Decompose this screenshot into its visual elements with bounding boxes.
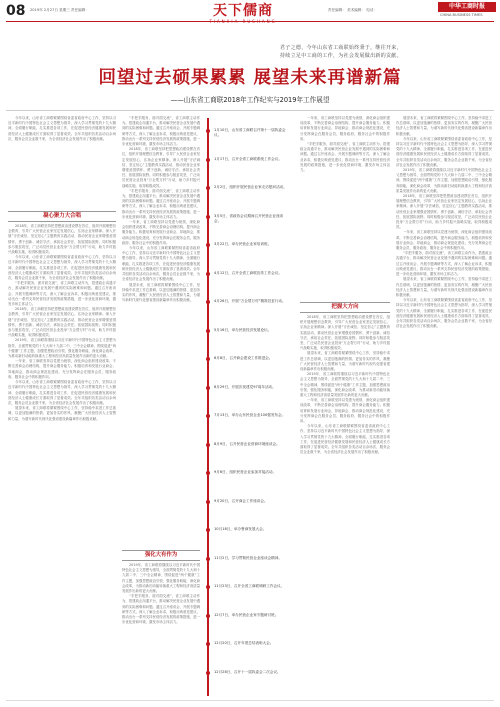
newspaper-logo-sub: CHINA BUSINESS TIMES bbox=[440, 13, 483, 17]
paragraph: “手把手服务，面对面交流”，省工商联主动作为，搭建政企沟通平台，推动解决民营企业发展中遇到的实际困难和问题。通过召开座谈会、开展专题调研等方式，深入了解企业诉求，积极反映意见建议，推动出台一系列支持民营经济发展的政策措施，进一步优化营商环境，激发市场主体活力。 bbox=[396, 251, 492, 277]
paragraph: “手把手服务，面对面交流”，省工商联主动作为，搭建政企沟通平台，推动解决民营企业发展中遇到的实际困难和问题。通过召开座谈会、开展专题调研等方式，深入了解企业诉求，积极反映意见建议，推动出台一系列支持民营经济发展的政策措施，进一步优化营商环境，激发市场主体活力。 bbox=[122, 116, 200, 147]
timeline-entry: 11月2日，学习贯彻民营企业座谈会精神。 bbox=[214, 555, 282, 560]
section-title-middle: 强化大有作为 bbox=[122, 550, 200, 561]
masthead-title: 天下儒商 bbox=[213, 3, 273, 19]
timeline-entry: 10月18日，举办鲁商发展大会。 bbox=[214, 527, 267, 531]
paragraph: 今年以来，山东省工商联紧紧围绕省委省政府中心工作，坚持以习近平新时代中国特色社会主义思想为指导，深入学习贯彻党的十九大精神，全面履行职能，扎实推进各项工作，在促进民营经济健康发展和民营经济人士健康成长方面取得了显著成效。全年共组织各类活动百余场次，服务会员企业数千家，为全省经济社会发展作出了积极贡献。 bbox=[8, 380, 116, 405]
paragraph: 今年以来，山东省工商联紧紧围绕省委省政府中心工作，坚持以习近平新时代中国特色社会主义思想为指导，深入学习贯彻党的十九大精神，全面履行职能，扎实推进各项工作，在促进民营经济健康发展和民营经济人士健康成长方面取得了显著成效。全年共组织各类活动百余场次，服务会员企业数千家，为全省经济社会发展作出了积极贡献。 bbox=[396, 136, 492, 167]
timeline-dot bbox=[206, 158, 210, 162]
timeline-entry: 12月7日，举办民营企业家专题研讨班。 bbox=[214, 612, 279, 617]
paragraph: 2019年，省工商联将继续以习近平新时代中国特色社会主义思想为指导，全面贯彻党的十九大和十九届二中、三中全会精神，围绕促进“两个健康”工作主题，加强思想政治引领，强化服务职能，深化商会改革，为推动新旧动能转换重大工程和经济高质量发展作出新的更大贡献。 bbox=[396, 168, 492, 193]
article-middle-bottom bbox=[122, 563, 200, 693]
timeline-dot bbox=[206, 243, 210, 247]
article-left-column bbox=[8, 224, 116, 694]
quote-line: 君子之德，今年山东省工商联始终秉于，继往开来， bbox=[280, 45, 402, 51]
paragraph: 一年来，省工商联坚持以党建为统领，深化商会组织建设改革，不断完善商会治理结构，提升商会服务能力。积极培育和发展行业商会、异地商会，推动商会规范化建设，充分发挥商会在服务会员、服务政府、服务社会中的积极作用。 bbox=[8, 359, 116, 379]
timeline-dot bbox=[206, 528, 210, 532]
page-number: 08 bbox=[6, 3, 26, 19]
headline-divider bbox=[6, 110, 494, 111]
timeline-dot bbox=[206, 272, 210, 276]
paragraph: 展望未来，省工商联将紧紧围绕中心工作，坚持稳中求进工作总基调，以更加饱满的热情、更加务实的作风，凝聚广大民营经济人士智慧和力量，为谱写新时代现代化强省建设新篇章作出积极贡献。 bbox=[8, 406, 116, 421]
timeline-entry: 1月10日，山东省工商联召开第十一届执委会议。 bbox=[214, 128, 286, 138]
section-title-left: 凝心聚力大合唱 bbox=[8, 211, 116, 222]
timeline-dot bbox=[206, 329, 210, 333]
newspaper-logo: 中华工商时报 bbox=[438, 2, 496, 12]
paragraph: 一年来，省工商联坚持以党建为统领，深化商会组织建设改革，不断完善商会治理结构，提升商会服务能力。积极培育和发展行业商会、异地商会，推动商会规范化建设，充分发挥商会在服务会员、服务政府、服务社会中的积极作用。 bbox=[122, 220, 200, 245]
paragraph: 一年来，省工商联坚持以党建为统领，深化商会组织建设改革，不断完善商会治理结构，提升商会服务能力。积极培育和发展行业商会、异地商会，推动商会规范化建设，充分发挥商会在服务会员、服务政府、服务社会中的积极作用。 bbox=[300, 398, 390, 424]
timeline-entry: 12月28日，召开十一届执委会二次会议。 bbox=[214, 669, 281, 674]
timeline-dot bbox=[206, 471, 210, 475]
paragraph: 今年以来，山东省工商联紧紧围绕省委省政府中心工作，坚持以习近平新时代中国特色社会主义思想为指导，深入学习贯彻党的十九大精神，全面履行职能，扎实推进各项工作，在促进民营经济健康发展和民营经济人士健康成长方面取得了显著成效。全年共组织各类活动百余场次，服务会员企业数千家，为全省经济社会发展作出了积极贡献。 bbox=[396, 298, 492, 329]
timeline-entry: 12月20日，召开年度总结表彰大会。 bbox=[214, 641, 274, 645]
timeline-dot bbox=[206, 500, 210, 504]
footer-divider bbox=[6, 700, 494, 701]
timeline-dot bbox=[206, 671, 210, 675]
intro-quote bbox=[280, 44, 490, 60]
article-right-bottom bbox=[300, 315, 390, 694]
paragraph: 展望未来，省工商联将紧紧围绕中心工作，坚持稳中求进工作总基调，以更加饱满的热情、更加务实的作风，凝聚广大民营经济人士智慧和力量，为谱写新时代现代化强省建设新篇章作出积极贡献。 bbox=[396, 116, 492, 136]
timeline-dot bbox=[206, 357, 210, 361]
paragraph: “手把手服务，面对面交流”，省工商联主动作为，搭建政企沟通平台，推动解决民营企业发展中遇到的实际困难和问题。通过召开座谈会、开展专题调研等方式，深入了解企业诉求，积极反映意见建议，推动出台一系列支持民营经济发展的政策措施，进一步优化营商环境，激发市场主体活力。 bbox=[300, 142, 390, 173]
article-intro bbox=[8, 116, 116, 208]
article-far-right bbox=[396, 116, 492, 694]
quote-line: 持续立足中工商的工作，为社会发展做出新的贡献。 bbox=[280, 53, 402, 59]
paragraph: 展望未来，省工商联将紧紧围绕中心工作，坚持稳中求进工作总基调，以更加饱满的热情、更加务实的作风，凝聚广大民营经济人士智慧和力量，为谱写新时代现代化强省建设新篇章作出积极贡献。 bbox=[122, 282, 200, 303]
timeline-dot bbox=[206, 585, 210, 589]
paragraph: 今年以来，山东省工商联紧紧围绕省委省政府中心工作，坚持以习近平新时代中国特色社会主义思想为指导，深入学习贯彻党的十九大精神，全面履行职能，扎实推进各项工作，在促进民营经济健康发展和民营经济人士健康成长方面取得了显著成效。全年共组织各类活动百余场次，服务会员企业数千家，为全省经济社会发展作出了积极贡献。 bbox=[8, 116, 116, 141]
paragraph: 2019年，省工商联将继续以习近平新时代中国特色社会主义思想为指导，全面贯彻党的十九大和十九届二中、三中全会精神，围绕促进“两个健康”工作主题，加强思想政治引领，强化服务职能，深化商会改革，为推动新旧动能转换重大工程和经济高质量发展作出新的更大贡献。 bbox=[300, 372, 390, 398]
timeline-dot bbox=[206, 557, 210, 561]
paragraph: “手把手服务，面对面交流”，省工商联主动作为，搭建政企沟通平台，推动解决民营企业发展中遇到的实际困难和问题。通过召开座谈会、开展专题调研等方式，深入了解企业诉求，积极反映意见建议，推动出台一系列支持民营经济发展的政策措施，进一步优化营商环境，激发市场主体活力。 bbox=[8, 281, 116, 307]
paragraph: 2018年，省工商联坚持把思想政治建设摆在首位，组织开展理想信念教育，引导广大民营企业家坚定发展信心，弘扬企业家精神。深入开展“守法诚信、坚定信心”主题教育实践活动，推动民营企业家增强爱国情怀、勇于创新、诚信守法、承担社会责任、拓展国际视野。同时积极参与脱贫攻坚，广泛动员民营企业投身“万企帮万村”行动，助力乡村振兴战略实施，取得积极成效。 bbox=[396, 194, 492, 230]
timeline-entry: 5月16日，举办民营经济发展论坛。 bbox=[214, 327, 272, 332]
timeline-dot bbox=[206, 642, 210, 646]
timeline-entry: 6月29日，开展庆祝建党97周年活动。 bbox=[214, 384, 276, 389]
paragraph: 2018年，省工商联坚持把思想政治建设摆在首位，组织开展理想信念教育，引导广大民营企业家坚定发展信心，弘扬企业家精神。深入开展“守法诚信、坚定信心”主题教育实践活动，推动民营企业家增强爱国情怀、勇于创新、诚信守法、承担社会责任、拓展国际视野。同时积极参与脱贫攻坚，广泛动员民营企业投身“万企帮万村”行动，助力乡村振兴战略实施，取得积极成效。 bbox=[8, 307, 116, 338]
article-middle-column bbox=[122, 116, 200, 546]
paragraph: 一年来，省工商联坚持以党建为统领，深化商会组织建设改革，不断完善商会治理结构，提升商会服务能力。积极培育和发展行业商会、异地商会，推动商会规范化建设，充分发挥商会在服务会员、服务政府、服务社会中的积极作用。 bbox=[300, 116, 390, 141]
timeline-dot bbox=[206, 186, 210, 190]
timeline-dot bbox=[206, 443, 210, 447]
timeline-entry: 9月6日，组织民营企业参加对接活动。 bbox=[214, 470, 277, 474]
header-divider bbox=[6, 21, 494, 22]
paragraph: 一年来，省工商联坚持以党建为统领，深化商会组织建设改革，不断完善商会治理结构，提升商会服务能力。积极培育和发展行业商会、异地商会，推动商会规范化建设，充分发挥商会在服务会员、服务政府、服务社会中的积极作用。 bbox=[396, 230, 492, 251]
timeline-dot bbox=[206, 414, 210, 418]
timeline-entry: 4月12日，召开全省工商联宣传工作会议。 bbox=[214, 270, 282, 275]
paragraph: 2019年，省工商联将继续以习近平新时代中国特色社会主义思想为指导，全面贯彻党的十九大和十九届二中、三中全会精神，围绕促进“两个健康”工作主题，加强思想政治引领，强化服务职能，深化商会改革，为推动新旧动能转换重大工程和经济高质量发展作出新的更大贡献。 bbox=[122, 563, 200, 594]
timeline-entry: 1月17日，召开全省工商联系统工作会议。 bbox=[214, 156, 282, 161]
paragraph: 今年以来，山东省工商联紧紧围绕省委省政府中心工作，坚持以习近平新时代中国特色社会主义思想为指导，深入学习贯彻党的十九大精神，全面履行职能，扎实推进各项工作，在促进民营经济健康发展和民营经济人士健康成长方面取得了显著成效。全年共组织各类活动百余场次，服务会员企业数千家，为全省经济社会发展作出了积极贡献。 bbox=[122, 246, 200, 282]
article-right-top bbox=[300, 116, 390, 236]
timeline-dot bbox=[206, 215, 210, 219]
issue-date: 2019年 2月27日 星期三 责任编辑： bbox=[30, 8, 89, 12]
subheadline: ——山东省工商联2018年工作纪实与2019年工作展望 bbox=[170, 96, 330, 104]
timeline-dot bbox=[206, 614, 210, 618]
paragraph: 2019年，省工商联将继续以习近平新时代中国特色社会主义思想为指导，全面贯彻党的十九大和十九届二中、三中全会精神，围绕促进“两个健康”工作主题，加强思想政治引领，强化服务职能，深化商会改革，为推动新旧动能转换重大工程和经济高质量发展作出新的更大贡献。 bbox=[8, 338, 116, 359]
timeline-entry: 2月2日，组织开展民营企业家走访慰问活动。 bbox=[214, 185, 287, 189]
timeline-entry: 3月22日，举办民营企业家培训班。 bbox=[214, 242, 272, 246]
timeline-dot bbox=[206, 386, 210, 390]
paragraph: 2018年，省工商联坚持把思想政治建设摆在首位，组织开展理想信念教育，引导广大民营企业家坚定发展信心，弘扬企业家精神。深入开展“守法诚信、坚定信心”主题教育实践活动，推动民营企业家增强爱国情怀、勇于创新、诚信守法、承担社会责任、拓展国际视野。同时积极参与脱贫攻坚，广泛动员民营企业投身“万企帮万村”行动，助力乡村振兴战略实施，取得积极成效。 bbox=[300, 315, 390, 351]
paragraph: 今年以来，山东省工商联紧紧围绕省委省政府中心工作，坚持以习近平新时代中国特色社会主义思想为指导，深入学习贯彻党的十九大精神，全面履行职能，扎实推进各项工作，在促进民营经济健康发展和民营经济人士健康成长方面取得了显著成效。全年共组织各类活动百余场次，服务会员企业数千家，为全省经济社会发展作出了积极贡献。 bbox=[300, 424, 390, 455]
timeline-entry: 11月23日，召开全省工商联调研工作会议。 bbox=[214, 584, 285, 588]
paragraph: 2018年，省工商联坚持把思想政治建设摆在首位，组织开展理想信念教育，引导广大民营企业家坚定发展信心，弘扬企业家精神。深入开展“守法诚信、坚定信心”主题教育实践活动，推动民营企业家增强爱国情怀、勇于创新、诚信守法、承担社会责任、拓展国际视野。同时积极参与脱贫攻坚，广泛动员民营企业投身“万企帮万村”行动，助力乡村振兴战略实施，取得积极成效。 bbox=[122, 147, 200, 188]
headline: 回望过去硕果累累 展望未来再谱新篇 bbox=[98, 68, 402, 88]
editor-info: 责任编辑： 美术编辑： 电话： bbox=[328, 8, 378, 12]
timeline-dot bbox=[206, 129, 210, 133]
paragraph: “手把手服务，面对面交流”，省工商联主动作为，搭建政企沟通平台，推动解决民营企业发展中遇到的实际困难和问题。通过召开座谈会、开展专题调研等方式，深入了解企业诉求，积极反映意见建议，推动出台一系列支持民营经济发展的政策措施，进一步优化营商环境，激发市场主体活力。 bbox=[122, 594, 200, 625]
paragraph: “手把手服务，面对面交流”，省工商联主动作为，搭建政企沟通平台，推动解决民营企业发展中遇到的实际困难和问题。通过召开座谈会、开展专题调研等方式，深入了解企业诉求，积极反映意见建议，推动出台一系列支持民营经济发展的政策措施，进一步优化营商环境，激发市场主体活力。 bbox=[122, 188, 200, 219]
paragraph: 展望未来，省工商联将紧紧围绕中心工作，坚持稳中求进工作总基调，以更加饱满的热情、更加务实的作风，凝聚广大民营经济人士智慧和力量，为谱写新时代现代化强省建设新篇章作出积极贡献。 bbox=[396, 277, 492, 297]
timeline-entry: 6月8日，召开商会建设工作推进会。 bbox=[214, 356, 273, 360]
timeline-entry: 9月20日，召开商会工作座谈会。 bbox=[214, 498, 268, 503]
paragraph: 2018年，省工商联坚持把思想政治建设摆在首位，组织开展理想信念教育，引导广大民营企业家坚定发展信心，弘扬企业家精神。深入开展“守法诚信、坚定信心”主题教育实践活动，推动民营企业家增强爱国情怀、勇于创新、诚信守法、承担社会责任、拓展国际视野。同时积极参与脱贫攻坚，广泛动员民营企业投身“万企帮万村”行动，助力乡村振兴战略实施，取得积极成效。 bbox=[8, 224, 116, 255]
timeline-entry: 8月9日，召开民营企业营商环境座谈会。 bbox=[214, 441, 280, 446]
paragraph: 今年以来，山东省工商联紧紧围绕省委省政府中心工作，坚持以习近平新时代中国特色社会主义思想为指导，深入学习贯彻党的十九大精神，全面履行职能，扎实推进各项工作，在促进民营经济健康发展和民营经济人士健康成长方面取得了显著成效。全年共组织各类活动百余场次，服务会员企业数千家，为全省经济社会发展作出了积极贡献。 bbox=[8, 255, 116, 281]
timeline-entry: 7月13日，举办山东民营企业100强发布会。 bbox=[214, 413, 286, 417]
timeline-axis bbox=[207, 118, 209, 696]
timeline-dot bbox=[206, 300, 210, 304]
paragraph: 展望未来，省工商联将紧紧围绕中心工作，坚持稳中求进工作总基调，以更加饱满的热情、更加务实的作风，凝聚广大民营经济人士智慧和力量，为谱写新时代现代化强省建设新篇章作出积极贡献。 bbox=[300, 351, 390, 372]
timeline-entry: 4月26日，开展“万企帮万村”精准扶贫行动。 bbox=[214, 299, 286, 303]
timeline-entry: 3月5日，省政协会议期间召开民营企业座谈会。 bbox=[214, 213, 284, 223]
section-title-right: 把握大方向 bbox=[300, 302, 390, 313]
